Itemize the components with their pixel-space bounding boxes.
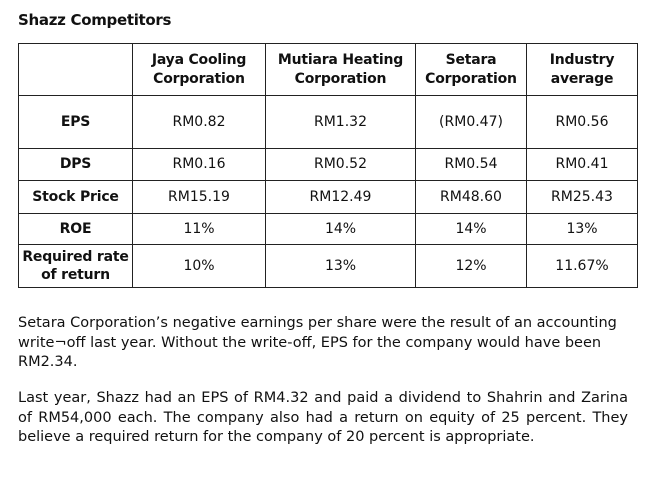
table-cell: RM25.43 <box>527 181 638 214</box>
header-cell-jaya-cooling: Jaya Cooling Corporation <box>133 44 266 96</box>
table-cell: RM0.52 <box>266 149 416 181</box>
table-cell: (RM0.47) <box>416 96 527 149</box>
table-cell: RM12.49 <box>266 181 416 214</box>
header-cell-industry-average: Industry average <box>527 44 638 96</box>
table-cell: RM48.60 <box>416 181 527 214</box>
table-cell: 11% <box>133 214 266 245</box>
row-label-stock-price: Stock Price <box>19 181 133 214</box>
table-header-row <box>19 44 638 96</box>
table-cell: RM1.32 <box>266 96 416 149</box>
header-cell-setara: Setara Corporation <box>416 44 527 96</box>
paragraph-shazz-facts: Last year, Shazz had an EPS of RM4.32 and paid a dividend to Shahrin and Zarina of RM54,000 each. The company also had a return on equity of 25 percent. They believe a required return for the company of 20 percent is appropriate. <box>18 390 628 445</box>
table-cell: RM15.19 <box>133 181 266 214</box>
row-label-roe: ROE <box>19 214 133 245</box>
table-row-required-return <box>19 245 638 288</box>
table-row-roe <box>19 214 638 245</box>
table-cell: 14% <box>416 214 527 245</box>
header-cell-empty <box>19 44 133 96</box>
table-cell: 13% <box>266 245 416 288</box>
table-row-stock-price <box>19 181 638 214</box>
table-row-dps <box>19 149 638 181</box>
table-cell: 10% <box>133 245 266 288</box>
table-cell: 14% <box>266 214 416 245</box>
table-cell: RM0.54 <box>416 149 527 181</box>
row-label-eps: EPS <box>19 96 133 149</box>
table-cell: 13% <box>527 214 638 245</box>
section-title: Shazz Competitors <box>18 11 172 29</box>
table-cell: RM0.82 <box>133 96 266 149</box>
table-cell: RM0.16 <box>133 149 266 181</box>
row-label-required-return: Required rate of return <box>19 245 133 288</box>
header-cell-mutiara-heating: Mutiara Heating Corporation <box>266 44 416 96</box>
table-row-eps <box>19 96 638 149</box>
row-label-dps: DPS <box>19 149 133 181</box>
table-cell: 12% <box>416 245 527 288</box>
table-cell: RM0.56 <box>527 96 638 149</box>
table-cell: 11.67% <box>527 245 638 288</box>
table-cell: RM0.41 <box>527 149 638 181</box>
paragraph-setara-note: Setara Corporation’s negative earnings per share were the result of an accounting write¬off last year. Without the write-off, EPS for the company would have been RM2.34. <box>18 315 617 370</box>
competitors-table <box>18 43 638 288</box>
